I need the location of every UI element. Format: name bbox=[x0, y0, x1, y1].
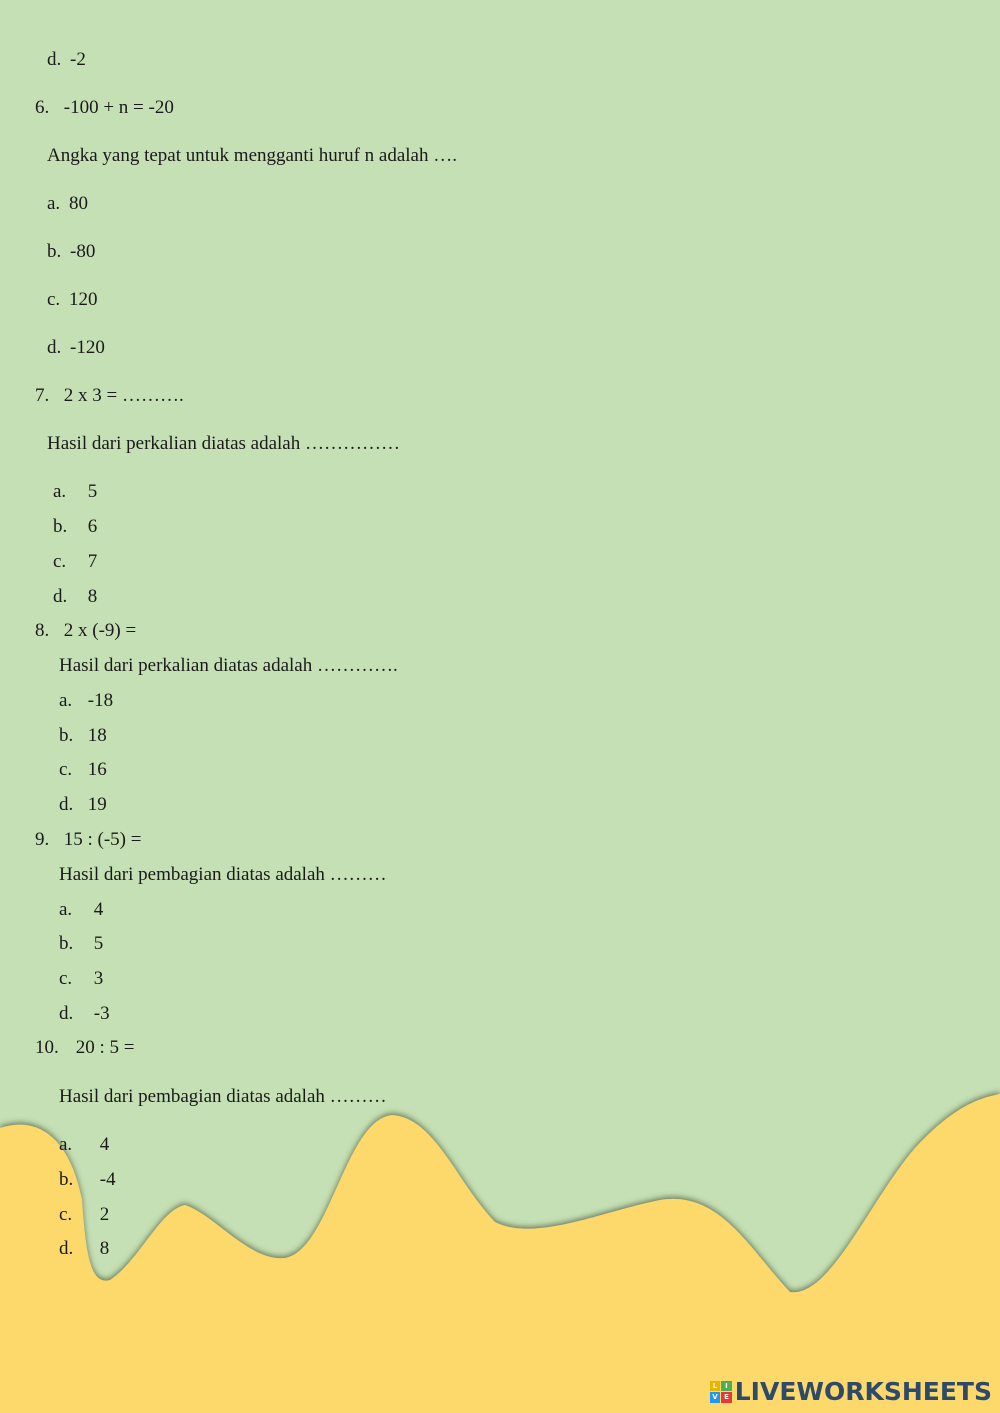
option-label: b. bbox=[59, 933, 74, 954]
option-7a bbox=[53, 481, 97, 503]
option-9c bbox=[59, 968, 103, 990]
option-label: b. bbox=[59, 1169, 74, 1190]
option-text: -120 bbox=[70, 337, 105, 358]
question-text: 2 x (-9) = bbox=[63, 620, 137, 641]
question-text: 20 : 5 = bbox=[75, 1037, 135, 1058]
option-10b bbox=[59, 1169, 116, 1191]
option-text: 7 bbox=[87, 551, 98, 572]
logo-letter: V bbox=[710, 1392, 721, 1403]
option-label: d. bbox=[59, 1238, 74, 1259]
option-label: c. bbox=[59, 759, 73, 780]
question-8-prompt bbox=[59, 655, 398, 677]
question-7 bbox=[35, 385, 184, 407]
option-7b bbox=[53, 516, 97, 538]
yellow-wave-shape bbox=[0, 1094, 1000, 1413]
option-text: -80 bbox=[70, 241, 96, 262]
prompt-text: Hasil dari pembagian diatas adalah ……… bbox=[59, 1086, 387, 1107]
question-text: 15 : (-5) = bbox=[63, 829, 142, 850]
option-label: a. bbox=[47, 193, 61, 214]
option-9a bbox=[59, 899, 103, 921]
option-8d bbox=[59, 794, 107, 816]
option-text: 18 bbox=[87, 725, 107, 746]
question-6-prompt bbox=[47, 145, 457, 167]
question-9-prompt bbox=[59, 864, 387, 886]
logo-letter: I bbox=[721, 1381, 732, 1392]
option-text: 4 bbox=[93, 899, 104, 920]
question-6 bbox=[35, 97, 174, 119]
option-text: 16 bbox=[87, 759, 107, 780]
option-label: c. bbox=[47, 289, 61, 310]
option-text: 5 bbox=[87, 481, 98, 502]
option-text: 5 bbox=[93, 933, 104, 954]
question-number: 6. bbox=[35, 97, 50, 118]
option-text: -4 bbox=[99, 1169, 116, 1190]
option-label: d. bbox=[59, 794, 74, 815]
question-7-prompt bbox=[47, 433, 400, 455]
question-text: 2 x 3 = ………. bbox=[63, 385, 184, 406]
option-label: a. bbox=[53, 481, 67, 502]
option-text: -2 bbox=[70, 49, 86, 70]
option-text: 8 bbox=[99, 1238, 110, 1259]
option-text: 8 bbox=[87, 586, 98, 607]
question-number: 7. bbox=[35, 385, 50, 406]
option-label: c. bbox=[59, 1204, 73, 1225]
option-6a bbox=[47, 193, 88, 215]
option-label: d. bbox=[59, 1003, 74, 1024]
prompt-text: Hasil dari perkalian diatas adalah …………. bbox=[59, 655, 398, 676]
option-6d bbox=[47, 337, 105, 359]
question-number: 9. bbox=[35, 829, 50, 850]
option-10c bbox=[59, 1204, 109, 1226]
option-text: 6 bbox=[87, 516, 98, 537]
option-10d bbox=[59, 1238, 109, 1260]
option-text: 80 bbox=[68, 193, 88, 214]
liveworksheets-logo-icon bbox=[710, 1381, 732, 1403]
option-label: d. bbox=[47, 49, 62, 70]
prompt-text: Hasil dari perkalian diatas adalah …………… bbox=[47, 433, 400, 454]
option-label: b. bbox=[47, 241, 62, 262]
option-5d bbox=[47, 49, 86, 71]
option-text: 120 bbox=[68, 289, 98, 310]
liveworksheets-brand bbox=[710, 1377, 992, 1406]
option-10a bbox=[59, 1134, 109, 1156]
option-text: -18 bbox=[87, 690, 114, 711]
option-text: 2 bbox=[99, 1204, 110, 1225]
option-8c bbox=[59, 759, 107, 781]
option-label: a. bbox=[59, 899, 73, 920]
liveworksheets-wordmark: LIVEWORKSHEETS bbox=[734, 1377, 992, 1406]
option-6c bbox=[47, 289, 97, 311]
question-10-prompt bbox=[59, 1086, 387, 1108]
option-text: 19 bbox=[87, 794, 107, 815]
option-8a bbox=[59, 690, 113, 712]
question-text: -100 + n = -20 bbox=[63, 97, 174, 118]
option-8b bbox=[59, 725, 107, 747]
option-text: -3 bbox=[93, 1003, 110, 1024]
option-text: 4 bbox=[99, 1134, 110, 1155]
option-9b bbox=[59, 933, 103, 955]
option-label: a. bbox=[59, 690, 73, 711]
prompt-text: Angka yang tepat untuk mengganti huruf n adalah …. bbox=[47, 145, 457, 166]
logo-letter: L bbox=[710, 1381, 721, 1392]
option-text: 3 bbox=[93, 968, 104, 989]
option-7c bbox=[53, 551, 97, 573]
option-label: c. bbox=[59, 968, 73, 989]
option-6b bbox=[47, 241, 95, 263]
logo-letter: E bbox=[721, 1392, 732, 1403]
question-9 bbox=[35, 829, 141, 851]
option-9d bbox=[59, 1003, 110, 1025]
option-7d bbox=[53, 586, 97, 608]
question-number: 8. bbox=[35, 620, 50, 641]
option-label: d. bbox=[53, 586, 68, 607]
option-label: d. bbox=[47, 337, 62, 358]
option-label: c. bbox=[53, 551, 67, 572]
question-number: 10. bbox=[35, 1037, 59, 1058]
option-label: a. bbox=[59, 1134, 73, 1155]
question-10 bbox=[35, 1037, 135, 1059]
option-label: b. bbox=[53, 516, 68, 537]
option-label: b. bbox=[59, 725, 74, 746]
prompt-text: Hasil dari pembagian diatas adalah ……… bbox=[59, 864, 387, 885]
question-8 bbox=[35, 620, 136, 642]
